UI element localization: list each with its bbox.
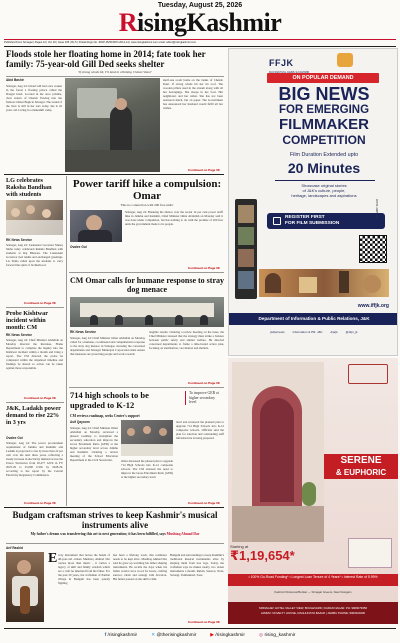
ffjk-logo-text: FFJK [269, 58, 294, 68]
register-label: REGISTER FIRST FOR FILM SUBMISSION [285, 215, 340, 226]
budgam-headline[interactable]: Budgam craftsman strives to keep Kashmir's musical instruments alive [12, 510, 218, 530]
footer-instagram[interactable] [259, 631, 295, 641]
ffjk-logo [269, 53, 329, 74]
dogs-body-col1: Srinagar, Aug 24: Chief Minister Omar Abdullah on Monday called for a humane, coordinated and comprehensive response to the stray dog menace in Srinagar, stressing the concerned departments and Srinagar Municipal Corporation must ensure that measures are protecting people and work towards [70, 336, 145, 356]
realty-advertisement[interactable] [228, 358, 398, 624]
ad-website[interactable]: www.iffjk.org [357, 303, 389, 309]
footer-youtube[interactable] [210, 631, 245, 641]
lead-body-col3: shelf-one room home on the banks of Chenab Kuul. If strong winds hit her tin roof. The wooden pillars used in the stream along with all her belongings. She sleeps in her boat. Her neighbours and her rather. She has not been answered much, but on paper. The Government has announced her husband would fulfil all her wishes. [163, 78, 223, 110]
dogs-photo [70, 297, 224, 327]
budgam-byline: Arif Rashid [6, 546, 24, 550]
masthead-logo[interactable] [0, 9, 400, 37]
jk-byline: Ovalee Gul [6, 436, 23, 440]
lead-photo [65, 78, 160, 172]
footer-instagram-label: rising_kashmir [264, 633, 296, 638]
jk-continued[interactable]: Continued on Page 08 [24, 501, 56, 505]
lg-body: Srinagar, Aug 24: Lieutenant Governor Manoj Sinha today celebrated Raksha Bandhan with students at Raj Bhawan. The Lieutenant Governor tied rakhis and exchanged greetings. LG Sinha called upon the students to carry forward the spirit of brotherhood. [6, 243, 63, 267]
dogs-headline[interactable]: CM Omar calls for humane response to stray dog menace [70, 276, 224, 294]
lg-byline: RK News Service [6, 238, 33, 242]
handle-0[interactable]: jkdiprnews [270, 330, 285, 334]
lead-pull-quote: 'If strong winds hit, I'll land in climbing Chinar! Kaur' [77, 70, 152, 74]
footer-youtube-label: /risingkashmir [215, 633, 245, 638]
ad-divider [275, 180, 375, 181]
ad-social-handles [229, 327, 398, 337]
dogs-byline: RK News Service [70, 330, 97, 334]
power-continued[interactable]: Continued on Page 08 [188, 266, 220, 270]
realty-price-box [230, 544, 320, 574]
logo-kashmir: Kashmir [186, 8, 282, 37]
budgam-body-col1: very instrument that leaves the hands of 48-year-old artisan Mushtaq Ahmad Dar carries more than music - it carries a legacy of skill and family wisdom which are a craft he inherited from his father. For the past 20 years, the craftsman of Parihat village in Budgam has been quietly fighting [58, 553, 110, 585]
schools-continued[interactable]: Continued on Page 08 [188, 501, 220, 505]
ffjk-advertisement[interactable] [228, 48, 398, 356]
schools-body-col2: Omar discussed the phased plan to upgrade 714 High Schools into K-12 composite schools. The CM stressed the need to improve the Gross Enrolment Ratio (GER) at the higher secondary level. [121, 459, 173, 479]
schools-body-col1: Srinagar, Aug 24: Chief Minister Omar Abdullah on Monday reviewed a phased roadmap to strengthen the secondary education and improve the Gross Enrolment Ratio (GER) at the higher secondary level across Jammu and Kashmir. Chairing a review meeting of the School Education Department at the Civil Secretariat. [70, 426, 118, 462]
issue-date: Tuesday, August 25, 2026 [157, 2, 243, 9]
ad-register-button[interactable] [267, 213, 385, 229]
probe-continued[interactable]: Continued on Page 08 [24, 396, 56, 400]
dogs-continued[interactable]: Continued on Page 08 [188, 381, 220, 385]
jk-body: Srinagar, Aug 24: The power procurement requirement of Jammu and Kashmir and Ladakh is projected to rise by more than 22 per cent over the next three years, reflecting a steady increase in electricity demand across the Union Territories from 20,477 GWh in FY 2025-26 to 25,000 GWh by 2028-29, according to the report by the Central Electricity Regulatory Commission. [6, 441, 63, 477]
schools-subhead: CM reviews roadmap, seeks Centre's support [70, 414, 140, 418]
youtube-icon: ▶ [210, 633, 216, 638]
twitter-icon: ✕ [151, 633, 157, 638]
schools-byline: Asif Qayoom [70, 420, 90, 424]
register-icon [273, 217, 281, 225]
ad-film-strip [235, 199, 257, 299]
power-body: Srinagar, Aug 24: Breaking his silence over the recent 14 per cent power tariff hike in Jammu and Kashmir, Chief Minister Omar Abdullah on Monday said it was done under compulsion, but has nothing to do with the promise of 200 free units the government made to its people. [125, 210, 223, 226]
lead-headline[interactable]: Floods stole her floating home in 2014; fate took her family: 75-year-old Gill Ded seeks shelter [6, 49, 206, 69]
budgam-continued[interactable]: Continued on Page 08 [188, 620, 220, 624]
logo-initial: R [118, 8, 137, 37]
realty-features: • 100% Go-Road Funding* • Longest Loan Tenure of 4 Years* • Interest Rate of 5.99% [228, 574, 398, 586]
footer-social-bar [4, 631, 396, 641]
schools-body-col3: level and reviewed the planned plan to upgrade 714 High Schools into K-12 composite schools. Officials said the plan for sanction and outstanding staff infrastructure is being prepared. [176, 420, 224, 440]
ad-duration-label: Film Duration Extended upto [289, 152, 359, 158]
ad-department-bar: Department of Information & Public Relations, J&K [229, 313, 398, 325]
budgam-body-col2: has been a lifelong work, this resilience needs to be kept alive. Mushtaq Ahmad Dar said he grew up watching his father shaping instruments. He recalls the days when his father would carve wood for hours, crafting santoor, rabab and sarangi with devotion. His father passed on the skill to him. [113, 553, 167, 581]
ad-title-2: FOR EMERGING [278, 104, 370, 116]
lead-continued[interactable]: Continued on Page 08 [188, 168, 220, 172]
schools-sidebar: To improve GER at higher secondary level [185, 391, 223, 405]
instagram-icon: ◎ [258, 633, 265, 638]
power-headline[interactable]: Power tariff hike a compulsion: Omar [72, 178, 222, 202]
realty-title-1: SERENE [324, 454, 398, 467]
power-photo [70, 210, 122, 242]
ad-title-4: COMPETITION [282, 133, 366, 147]
facebook-icon: f [104, 633, 108, 638]
footer-twitter-label: @therisingkashmir [156, 633, 197, 638]
realty-brand-logo [348, 364, 388, 384]
masthead-info-line: Published From Srinagar | Pages 12 | Vol. 20 | Issue 235 | Rs 5 | Postal Regn No: JKNP-05/SKSPO-2012-14 | www.risingkashmir.com email: editor@risingkashmir.com [4, 41, 197, 44]
lg-photo [6, 200, 63, 235]
realty-map [348, 538, 392, 568]
jk-headline[interactable]: J&K, Ladakh power demand to rise 22% in 3 yrs [6, 405, 61, 426]
schools-photo [121, 420, 173, 456]
lg-headline[interactable]: LG celebrates Raksha Bandhan with students [6, 177, 52, 198]
handle-1[interactable]: information & PR, J&K [292, 330, 323, 334]
probe-byline: RK News Service [6, 333, 33, 337]
logo-rising: ising [137, 8, 187, 37]
handle-2[interactable]: diprjk [330, 330, 338, 334]
realty-door-image [232, 362, 324, 542]
lg-continued[interactable]: Continued on Page 08 [24, 301, 56, 305]
schools-headline[interactable]: 714 high schools to be upgraded to K-12 [70, 390, 149, 410]
ad-banner-popular: ON POPULAR DEMAND [267, 73, 379, 83]
realty-starting-label: Starting at [230, 544, 249, 549]
budgam-subhead-text: My father's dream was transferring this art to next generation; it has been fulfilled, says [30, 532, 166, 536]
budgam-subhead [6, 532, 224, 537]
power-byline: Ovalee Gul [70, 245, 87, 249]
emblem-icon [337, 53, 353, 67]
ad-title-1: BIG NEWS [278, 84, 370, 104]
footer-facebook[interactable] [105, 631, 138, 641]
ad-qr-code[interactable] [359, 235, 387, 263]
realty-title-2: & EUPHORIC [324, 467, 398, 479]
footer-facebook-label: /risingkashmir [107, 633, 138, 638]
realty-contact: SRINAGAR: HOTEL VALLEY VIEW, BOULEVARD | KARAN NAGAR. PH: 9906079356 JAMMU: NOVELTY HOUSE, RAGHUNATH BAZAR | JAMMU PHONE: 9906020200 [228, 602, 398, 624]
handle-3[interactable]: @dipr_jk [345, 330, 358, 334]
ad-heritage-strip [259, 269, 389, 297]
ad-duration-value: 20 Minutes [287, 160, 361, 176]
budgam-subhead-name: Mushtaq Ahmad Dar [166, 532, 200, 536]
realty-price: ₹1,19,654* [230, 548, 295, 563]
ad-title-3: FILMMAKER [279, 116, 369, 133]
realty-location: Kashmir Divisional Bunkar — Srinagar Greens, Near Nowgam [274, 590, 352, 594]
lead-body-col1: Srinagar, Aug 24: Gitani Gill had once woken in the forest a floating palace called the Dongat hotel. Located in the once pristine, clear waters of Chenab flowing into the famous Chinar Bagh in Srinagar. The sound of the river is still in her ears today, she is 42 years old. Living in a makeshift camp. [6, 84, 62, 112]
probe-body: Srinagar, Aug 24: Chief Minister Abdullah on Monday directed the Revenue, Home Department to complete the inquiry into the Kishtwar incident within a month and bring a report. The CM directed the probe be completed within the stipulated timeline and findings be shared so action can be taken against those responsible. [6, 338, 63, 370]
dogs-body-col2: tangible results. Chairing a review meeting on the issue, the Chief Minister stressed that the strategy must strike a balance between public safety and animal welfare. He directed concerned departments to frame a time-bound action plan, focusing on sterilisation, vaccination and shelters. [149, 330, 224, 350]
budgam-drop-cap: E [48, 551, 58, 566]
budgam-photo [6, 552, 44, 622]
lead-byline: Abid Bashir [6, 78, 24, 82]
probe-headline[interactable]: Probe Kishtwar incident within month: CM [6, 310, 48, 331]
ad-showcase-text: Showcase original stories of J&K's culture, people, heritage, landscapes and aspirations [291, 183, 357, 198]
power-subhead: 'Has no connection with 200 free units' [120, 203, 174, 207]
ad-code: DIPR-4905-26 [375, 199, 379, 219]
footer-twitter[interactable] [151, 631, 196, 641]
budgam-body-col3: Budgam and surroundings to keep Kashmir's traditional musical instruments alive by shaping them from tree logs. Today, the craftsman says he makes nearly two dozen instruments a month. Rubab, Santoor, Nout, Sarangi, Tumbaknari, Saaz. [170, 553, 224, 577]
